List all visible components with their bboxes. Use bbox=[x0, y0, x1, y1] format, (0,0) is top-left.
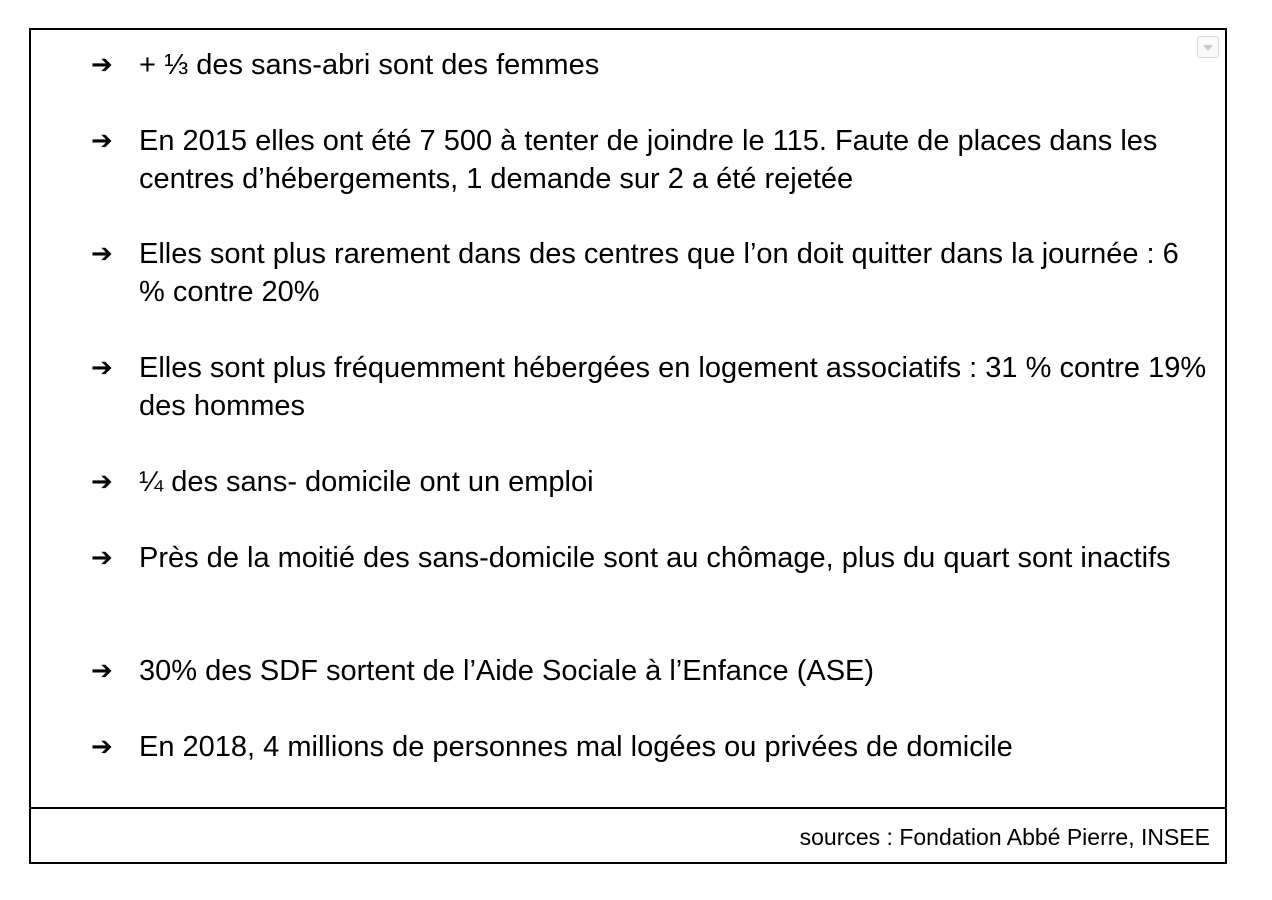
arrow-right-icon: ➔ bbox=[91, 353, 113, 383]
arrow-right-icon: ➔ bbox=[91, 126, 113, 156]
bullet-text: ¼ des sans- domicile ont un emploi bbox=[139, 466, 594, 498]
bullet-item bbox=[91, 463, 1211, 501]
bullet-item bbox=[91, 728, 1211, 766]
bullet-text: 30% des SDF sortent de l’Aide Sociale à l’Enfance (ASE) bbox=[139, 655, 875, 687]
arrow-right-icon: ➔ bbox=[91, 467, 113, 497]
bullet-text: Près de la moitié des sans-domicile sont au chômage, plus du quart sont inactifs bbox=[139, 542, 1171, 574]
arrow-right-icon: ➔ bbox=[91, 239, 113, 269]
arrow-right-icon: ➔ bbox=[91, 732, 113, 762]
bullet-list-area bbox=[31, 30, 1225, 809]
bullet-item bbox=[91, 652, 1211, 690]
slide-frame bbox=[29, 28, 1227, 864]
bullet-item bbox=[91, 235, 1211, 311]
bullet-text: Elles sont plus fréquemment hébergées en logement associatifs : 31 % contre 19% des hommes bbox=[139, 352, 1207, 422]
arrow-right-icon: ➔ bbox=[91, 543, 113, 573]
bullet-text: Elles sont plus rarement dans des centres que l’on doit quitter dans la journée : 6 % contre 20% bbox=[139, 238, 1179, 308]
bullet-item bbox=[91, 349, 1211, 425]
bullet-item bbox=[91, 46, 1211, 84]
bullet-item bbox=[91, 539, 1211, 577]
bullet-text: En 2018, 4 millions de personnes mal logées ou privées de domicile bbox=[139, 731, 1013, 763]
arrow-right-icon: ➔ bbox=[91, 50, 113, 80]
bullet-text: + ⅓ des sans-abri sont des femmes bbox=[139, 49, 600, 81]
arrow-right-icon: ➔ bbox=[91, 656, 113, 686]
bullet-text: En 2015 elles ont été 7 500 à tenter de joindre le 115. Faute de places dans les centres d’hébergements, 1 demande sur 2 a été rejetée bbox=[139, 125, 1158, 195]
bullet-item bbox=[91, 122, 1211, 198]
sources-text: sources : Fondation Abbé Pierre, INSEE bbox=[799, 824, 1210, 850]
footer bbox=[31, 809, 1225, 862]
